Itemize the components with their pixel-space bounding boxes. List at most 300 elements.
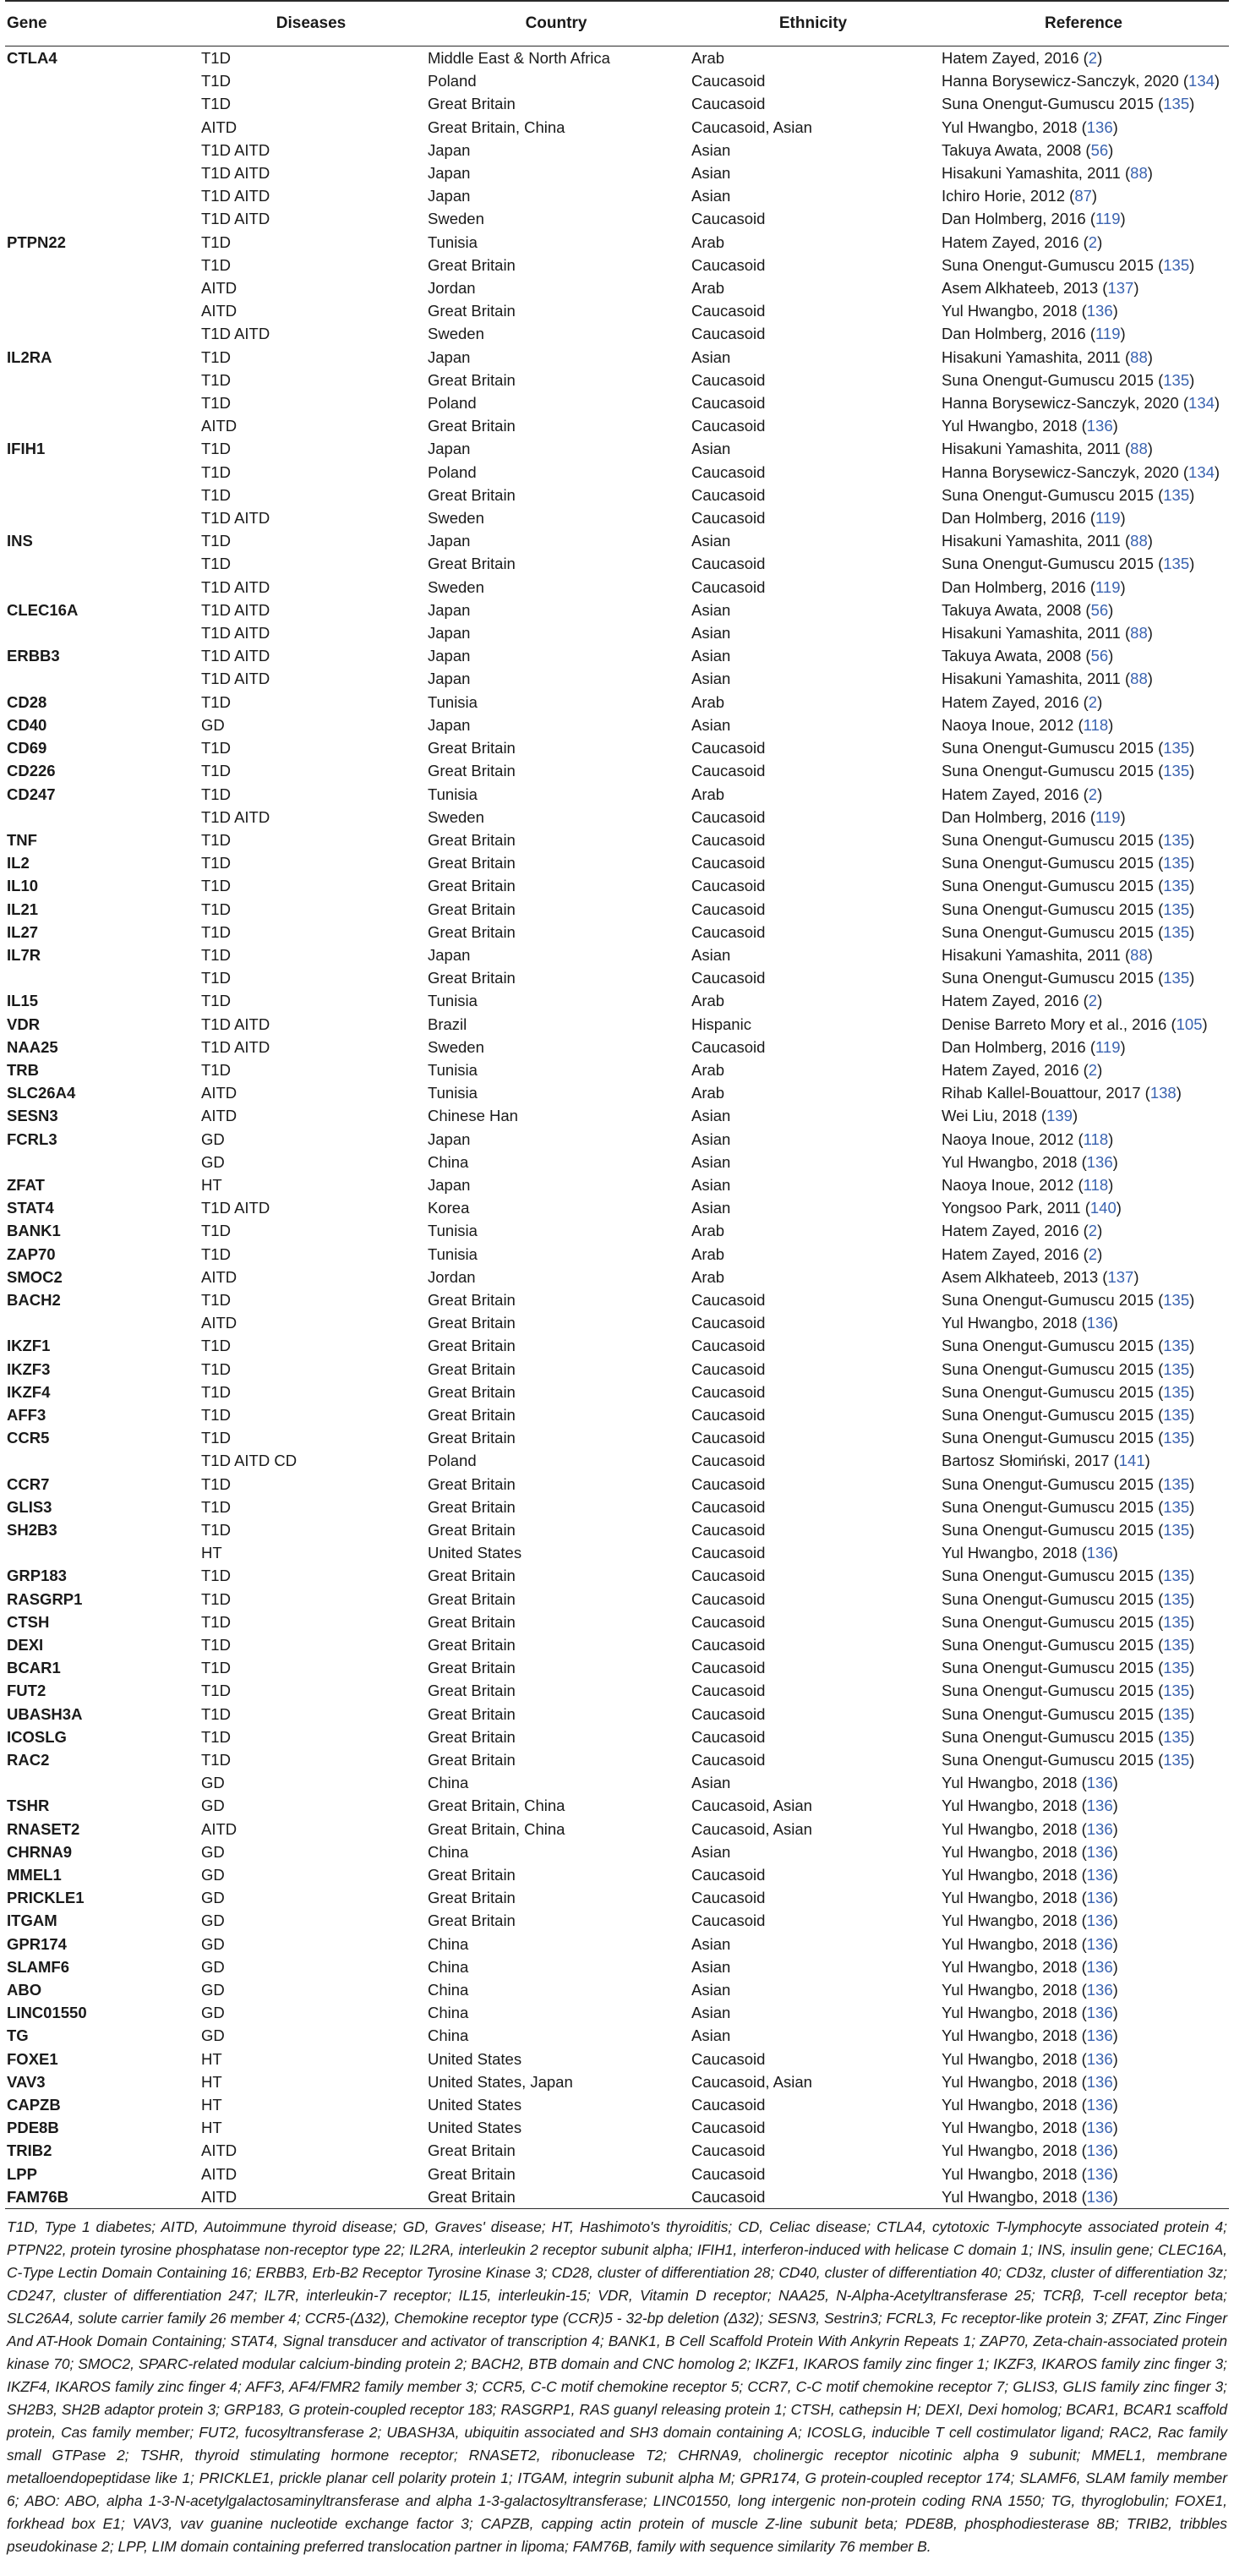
reference-author: Yul Hwangbo, 2018 ( <box>942 302 1087 320</box>
reference-close: ) <box>1097 232 1103 251</box>
disease-cell: T1D <box>201 1405 231 1424</box>
citation-link[interactable]: 136 <box>1086 2004 1113 2022</box>
disease-cell: T1D AITD <box>201 325 270 343</box>
reference-cell <box>938 1104 1229 1127</box>
disease-cell: GD <box>201 1934 225 1953</box>
country-cell: Japan <box>428 1175 471 1194</box>
reference-cell <box>938 322 1229 345</box>
citation-link[interactable]: 135 <box>1163 370 1190 389</box>
citation-link[interactable]: 135 <box>1163 1290 1190 1309</box>
table-row <box>5 1840 1229 1863</box>
country-cell: China <box>428 2026 469 2045</box>
reference-cell <box>938 1173 1229 1196</box>
citation-link[interactable]: 2 <box>1088 1060 1098 1079</box>
citation-link[interactable]: 88 <box>1130 945 1148 964</box>
ethnicity-cell: Asian <box>691 1107 731 1125</box>
citation-link[interactable]: 135 <box>1163 1751 1190 1769</box>
reference-cell <box>938 2185 1229 2209</box>
reference-cell <box>938 276 1229 299</box>
reference-close: ) <box>1112 417 1118 435</box>
reference-close: ) <box>1189 1589 1195 1608</box>
gene-cell: RASGRP1 <box>7 1589 83 1608</box>
reference-author: Suna Onengut-Gumuscu 2015 ( <box>942 1359 1164 1378</box>
ethnicity-cell: Caucasoid <box>691 922 766 941</box>
reference-close: ) <box>1112 1889 1118 1907</box>
country-cell: Japan <box>428 715 471 734</box>
country-cell: Great Britain, China <box>428 1819 565 1838</box>
reference-close: ) <box>1189 900 1195 918</box>
ethnicity-cell: Caucasoid <box>691 1497 766 1516</box>
reference-cell <box>938 1058 1229 1081</box>
table-row <box>5 46 1229 70</box>
reference-close: ) <box>1189 1474 1195 1493</box>
citation-link[interactable]: 135 <box>1163 1337 1190 1355</box>
table-row <box>5 621 1229 644</box>
disease-cell: T1D AITD <box>201 1199 270 1217</box>
gene-cell: ZFAT <box>7 1175 45 1194</box>
reference-cell <box>938 1771 1229 1794</box>
disease-cell: T1D <box>201 1589 231 1608</box>
gene-cell <box>5 667 198 690</box>
citation-link[interactable]: 136 <box>1086 1797 1113 1815</box>
country-cell: Great Britain <box>428 1314 516 1332</box>
country-cell: Tunisia <box>428 232 478 251</box>
disease-cell: T1D <box>201 922 231 941</box>
citation-link[interactable]: 118 <box>1083 715 1109 734</box>
citation-link[interactable]: 135 <box>1163 739 1190 757</box>
country-cell: United States <box>428 2119 522 2137</box>
citation-link[interactable]: 136 <box>1086 2187 1113 2206</box>
citation-link[interactable]: 119 <box>1095 509 1121 528</box>
disease-cell: T1D <box>201 785 231 803</box>
country-cell: Great Britain <box>428 1889 516 1907</box>
reference-author: Yul Hwangbo, 2018 ( <box>942 2187 1087 2206</box>
reference-author: Yul Hwangbo, 2018 ( <box>942 2049 1087 2068</box>
reference-cell <box>938 1081 1229 1104</box>
reference-cell <box>938 254 1229 276</box>
disease-cell: T1D <box>201 1497 231 1516</box>
citation-link[interactable]: 136 <box>1086 1889 1113 1907</box>
gene-cell <box>5 161 198 184</box>
reference-author: Dan Holmberg, 2016 ( <box>942 210 1096 228</box>
reference-cell <box>938 391 1229 414</box>
citation-link[interactable]: 135 <box>1163 1359 1190 1378</box>
gene-cell: IL2 <box>7 854 30 872</box>
ethnicity-cell: Asian <box>691 532 731 550</box>
reference-close: ) <box>1112 1842 1118 1861</box>
reference-cell <box>938 1036 1229 1058</box>
ethnicity-cell: Caucasoid <box>691 1290 766 1309</box>
reference-author: Takuya Awata, 2008 ( <box>942 140 1091 159</box>
citation-link[interactable]: 136 <box>1086 2072 1113 2091</box>
country-cell: Great Britain <box>428 1290 516 1309</box>
gene-cell: CTLA4 <box>7 49 57 67</box>
citation-link[interactable]: 88 <box>1130 532 1148 550</box>
reference-cell <box>938 1496 1229 1518</box>
reference-author: Wei Liu, 2018 ( <box>942 1107 1047 1125</box>
reference-close: ) <box>1097 1244 1103 1263</box>
ethnicity-cell: Caucasoid <box>691 1359 766 1378</box>
citation-link[interactable]: 136 <box>1086 2049 1113 2068</box>
table-row <box>5 1794 1229 1817</box>
citation-link[interactable]: 136 <box>1086 1544 1113 1562</box>
citation-link[interactable]: 135 <box>1163 1704 1190 1723</box>
reference-cell <box>938 1013 1229 1036</box>
reference-cell <box>938 1611 1229 1633</box>
ethnicity-cell: Asian <box>691 647 731 665</box>
reference-author: Rihab Kallel-Bouattour, 2017 ( <box>942 1084 1150 1102</box>
gene-cell: IKZF4 <box>7 1382 51 1401</box>
ethnicity-cell: Asian <box>691 1774 731 1792</box>
citation-link[interactable]: 105 <box>1176 1015 1203 1033</box>
citation-link[interactable]: 135 <box>1163 1497 1190 1516</box>
ethnicity-cell: Arab <box>691 49 725 67</box>
gene-cell <box>5 254 198 276</box>
reference-close: ) <box>1097 785 1103 803</box>
reference-close: ) <box>1189 1659 1195 1677</box>
citation-link[interactable]: 135 <box>1163 95 1190 113</box>
disease-cell: T1D <box>201 49 231 67</box>
gene-cell <box>5 1449 198 1472</box>
table-row <box>5 1679 1229 1702</box>
citation-link[interactable]: 136 <box>1086 2164 1113 2183</box>
citation-link[interactable]: 136 <box>1086 2141 1113 2160</box>
reference-close: ) <box>1097 1222 1103 1240</box>
reference-cell <box>938 1473 1229 1496</box>
citation-link[interactable]: 56 <box>1090 600 1109 619</box>
citation-link[interactable]: 135 <box>1163 255 1190 274</box>
reference-author: Denise Barreto Mory et al., 2016 ( <box>942 1015 1177 1033</box>
citation-link[interactable]: 136 <box>1086 1957 1113 1976</box>
gene-cell: CD69 <box>7 739 47 757</box>
gene-cell: GPR174 <box>7 1934 67 1953</box>
ethnicity-cell: Caucasoid <box>691 2164 766 2183</box>
citation-link[interactable]: 138 <box>1149 1084 1177 1102</box>
table-row <box>5 1334 1229 1357</box>
citation-link[interactable]: 119 <box>1095 577 1121 596</box>
citation-link[interactable]: 136 <box>1086 1314 1113 1332</box>
citation-link[interactable]: 119 <box>1095 1037 1121 1056</box>
country-cell: China <box>428 1981 469 1999</box>
reference-close: ) <box>1189 854 1195 872</box>
disease-cell: T1D <box>201 485 231 504</box>
citation-link[interactable]: 136 <box>1086 302 1113 320</box>
citation-link[interactable]: 136 <box>1086 2026 1113 2045</box>
citation-link[interactable]: 88 <box>1130 670 1148 688</box>
table-row <box>5 806 1229 829</box>
citation-link[interactable]: 136 <box>1086 1934 1113 1953</box>
citation-link[interactable]: 135 <box>1163 1429 1190 1447</box>
citation-link[interactable]: 56 <box>1090 647 1109 665</box>
citation-link[interactable]: 88 <box>1130 164 1148 183</box>
citation-link[interactable]: 118 <box>1083 1129 1109 1148</box>
reference-cell <box>938 116 1229 139</box>
disease-cell: GD <box>201 1774 225 1792</box>
header-country: Country <box>424 1 688 46</box>
gene-cell <box>5 621 198 644</box>
ethnicity-cell: Caucasoid <box>691 830 766 849</box>
reference-author: Yul Hwangbo, 2018 ( <box>942 417 1087 435</box>
reference-cell <box>938 1794 1229 1817</box>
citation-link[interactable]: 136 <box>1086 118 1113 136</box>
citation-link[interactable]: 135 <box>1163 485 1190 504</box>
table-row <box>5 736 1229 759</box>
disease-cell: HT <box>201 1175 222 1194</box>
citation-link[interactable]: 2 <box>1088 785 1098 803</box>
citation-link[interactable]: 139 <box>1046 1107 1073 1125</box>
gene-cell: GRP183 <box>7 1567 67 1585</box>
citation-link[interactable]: 141 <box>1118 1452 1145 1470</box>
table-header <box>5 1 1229 46</box>
reference-close: ) <box>1116 1199 1122 1217</box>
disease-cell: AITD <box>201 417 238 435</box>
citation-link[interactable]: 135 <box>1163 969 1190 987</box>
citation-link[interactable]: 136 <box>1086 417 1113 435</box>
ethnicity-cell: Caucasoid <box>691 900 766 918</box>
citation-link[interactable]: 2 <box>1088 1244 1098 1263</box>
disease-cell: T1D <box>201 555 231 573</box>
country-cell: Great Britain <box>428 830 516 849</box>
gene-cell: IL7R <box>7 945 41 964</box>
citation-link[interactable]: 135 <box>1163 900 1190 918</box>
citation-link[interactable]: 136 <box>1086 1152 1113 1171</box>
table-row <box>5 1633 1229 1656</box>
disease-cell: T1D <box>201 945 231 964</box>
reference-close: ) <box>1120 325 1126 343</box>
reference-close: ) <box>1214 72 1220 90</box>
table-row <box>5 276 1229 299</box>
citation-link[interactable]: 88 <box>1130 440 1148 458</box>
reference-author: Yul Hwangbo, 2018 ( <box>942 1314 1087 1332</box>
citation-link[interactable]: 118 <box>1083 1175 1109 1194</box>
disease-cell: GD <box>201 1129 225 1148</box>
citation-link[interactable]: 134 <box>1188 462 1215 481</box>
reference-author: Hanna Borysewicz-Sanczyk, 2020 ( <box>942 462 1189 481</box>
reference-author: Suna Onengut-Gumuscu 2015 ( <box>942 1727 1164 1746</box>
country-cell: Great Britain <box>428 555 516 573</box>
table-row <box>5 1588 1229 1611</box>
ethnicity-cell: Caucasoid <box>691 1567 766 1585</box>
country-cell: Sweden <box>428 807 484 826</box>
reference-close: ) <box>1120 807 1126 826</box>
gene-cell <box>5 461 198 484</box>
reference-author: Suna Onengut-Gumuscu 2015 ( <box>942 900 1164 918</box>
reference-author: Yul Hwangbo, 2018 ( <box>942 1889 1087 1907</box>
reference-cell <box>938 1748 1229 1771</box>
gene-cell: GLIS3 <box>7 1497 52 1516</box>
reference-close: ) <box>1097 49 1103 67</box>
table-row <box>5 207 1229 230</box>
ethnicity-cell: Caucasoid <box>691 1636 766 1654</box>
disease-cell: T1D <box>201 739 231 757</box>
country-cell: Tunisia <box>428 1084 478 1102</box>
citation-link[interactable]: 136 <box>1086 1774 1113 1792</box>
citation-link[interactable]: 56 <box>1090 140 1109 159</box>
gene-cell: ABO <box>7 1981 42 1999</box>
reference-close: ) <box>1108 1175 1114 1194</box>
ethnicity-cell: Asian <box>691 1934 731 1953</box>
citation-link[interactable]: 135 <box>1163 830 1190 849</box>
citation-link[interactable]: 2 <box>1088 1222 1098 1240</box>
reference-close: ) <box>1147 164 1153 183</box>
citation-link[interactable]: 87 <box>1074 187 1092 205</box>
citation-link[interactable]: 2 <box>1088 232 1098 251</box>
disease-cell: T1D <box>201 1290 231 1309</box>
table-row <box>5 644 1229 667</box>
citation-link[interactable]: 135 <box>1163 854 1190 872</box>
reference-cell <box>938 599 1229 621</box>
citation-link[interactable]: 136 <box>1086 2096 1113 2114</box>
disease-cell: T1D <box>201 762 231 780</box>
citation-link[interactable]: 135 <box>1163 1636 1190 1654</box>
citation-link[interactable]: 135 <box>1163 762 1190 780</box>
citation-link[interactable]: 135 <box>1163 1474 1190 1493</box>
reference-close: ) <box>1091 187 1098 205</box>
disease-cell: T1D AITD <box>201 1015 270 1033</box>
ethnicity-cell: Caucasoid <box>691 1521 766 1539</box>
citation-link[interactable]: 137 <box>1107 279 1134 298</box>
disease-cell: T1D <box>201 462 231 481</box>
country-cell: Tunisia <box>428 1222 478 1240</box>
citation-link[interactable]: 135 <box>1163 1521 1190 1539</box>
reference-cell <box>938 1726 1229 1748</box>
gene-cell: LPP <box>7 2164 37 2183</box>
reference-close: ) <box>1097 992 1103 1010</box>
citation-link[interactable]: 88 <box>1130 624 1148 643</box>
ethnicity-cell: Arab <box>691 1244 725 1263</box>
citation-link[interactable]: 135 <box>1163 1682 1190 1700</box>
table-row <box>5 1541 1229 1564</box>
table-row <box>5 599 1229 621</box>
ethnicity-cell: Arab <box>691 279 725 298</box>
reference-cell <box>938 1151 1229 1173</box>
citation-link[interactable]: 88 <box>1130 347 1148 366</box>
citation-link[interactable]: 136 <box>1086 1866 1113 1884</box>
citation-link[interactable]: 119 <box>1095 807 1121 826</box>
citation-link[interactable]: 137 <box>1107 1267 1134 1286</box>
reference-author: Dan Holmberg, 2016 ( <box>942 1037 1096 1056</box>
reference-cell <box>938 1196 1229 1219</box>
disease-cell: T1D AITD <box>201 187 270 205</box>
reference-cell <box>938 576 1229 599</box>
table-row <box>5 1311 1229 1334</box>
citation-link[interactable]: 135 <box>1163 1659 1190 1677</box>
ethnicity-cell: Caucasoid <box>691 1405 766 1424</box>
reference-close: ) <box>1112 1911 1118 1930</box>
citation-link[interactable]: 140 <box>1089 1199 1117 1217</box>
country-cell: Great Britain <box>424 2185 688 2209</box>
reference-author: Suna Onengut-Gumuscu 2015 ( <box>942 1751 1164 1769</box>
reference-author: Yul Hwangbo, 2018 ( <box>942 1842 1087 1861</box>
gene-cell: SH2B3 <box>7 1521 57 1539</box>
gene-cell: IL21 <box>7 900 39 918</box>
citation-link[interactable]: 119 <box>1095 210 1121 228</box>
citation-link[interactable]: 135 <box>1163 1612 1190 1631</box>
header-row <box>5 1 1229 46</box>
country-cell: United States <box>428 1544 522 1562</box>
reference-cell <box>938 1933 1229 1955</box>
citation-link[interactable]: 135 <box>1163 1727 1190 1746</box>
table-row <box>5 1288 1229 1311</box>
country-cell: Sweden <box>428 577 484 596</box>
country-cell: Japan <box>428 670 471 688</box>
gene-cell: IKZF3 <box>7 1359 51 1378</box>
citation-link[interactable]: 119 <box>1095 325 1121 343</box>
gene-cell <box>5 966 198 989</box>
citation-link[interactable]: 135 <box>1163 922 1190 941</box>
ethnicity-cell: Asian <box>691 1199 731 1217</box>
reference-cell <box>938 1266 1229 1288</box>
reference-cell <box>938 69 1229 92</box>
ethnicity-cell: Asian <box>691 624 731 643</box>
reference-cell <box>938 691 1229 714</box>
citation-link[interactable]: 136 <box>1086 1911 1113 1930</box>
reference-author: Suna Onengut-Gumuscu 2015 ( <box>942 854 1164 872</box>
reference-close: ) <box>1112 1544 1118 1562</box>
citation-link[interactable]: 135 <box>1163 877 1190 895</box>
country-cell: Chinese Han <box>428 1107 518 1125</box>
ethnicity-cell: Caucasoid <box>691 1911 766 1930</box>
disease-cell: T1D AITD <box>201 1037 270 1056</box>
country-cell: Great Britain <box>428 1911 516 1930</box>
reference-author: Hanna Borysewicz-Sanczyk, 2020 ( <box>942 72 1189 90</box>
citation-link[interactable]: 136 <box>1086 1981 1113 1999</box>
reference-cell <box>938 1863 1229 1886</box>
citation-link[interactable]: 136 <box>1086 1842 1113 1861</box>
gene-cell: IKZF1 <box>7 1337 51 1355</box>
citation-link[interactable]: 135 <box>1163 1567 1190 1585</box>
gene-cell <box>5 414 198 437</box>
country-cell: Great Britain <box>428 2141 516 2160</box>
citation-link[interactable]: 2 <box>1088 49 1098 67</box>
citation-link[interactable]: 134 <box>1188 394 1215 413</box>
table-row <box>5 1219 1229 1242</box>
citation-link[interactable]: 135 <box>1163 1589 1190 1608</box>
country-cell: Great Britain <box>428 417 516 435</box>
citation-link[interactable]: 134 <box>1188 72 1215 90</box>
citation-link[interactable]: 2 <box>1088 692 1098 711</box>
table-row <box>5 989 1229 1012</box>
citation-link[interactable]: 135 <box>1163 555 1190 573</box>
reference-author: Suna Onengut-Gumuscu 2015 ( <box>942 1682 1164 1700</box>
reference-author: Suna Onengut-Gumuscu 2015 ( <box>942 1659 1164 1677</box>
citation-link[interactable]: 2 <box>1088 992 1098 1010</box>
gene-cell: IL10 <box>7 877 39 895</box>
disease-cell: HT <box>201 2049 222 2068</box>
table-row <box>5 1909 1229 1932</box>
disease-cell: AITD <box>201 1107 238 1125</box>
gene-cell <box>5 484 198 506</box>
country-cell: Middle East & North Africa <box>428 49 610 67</box>
reference-author: Ichiro Horie, 2012 ( <box>942 187 1075 205</box>
reference-close: ) <box>1112 1797 1118 1815</box>
gene-cell: SLC26A4 <box>7 1084 76 1102</box>
country-cell: Great Britain <box>428 255 516 274</box>
reference-cell <box>938 1818 1229 1840</box>
ethnicity-cell: Asian <box>691 2004 731 2022</box>
ethnicity-cell: Arab <box>691 1084 725 1102</box>
disease-cell: AITD <box>201 2141 238 2160</box>
citation-link[interactable]: 135 <box>1163 1405 1190 1424</box>
reference-cell <box>938 1449 1229 1472</box>
citation-link[interactable]: 136 <box>1086 2119 1113 2137</box>
disease-cell: AITD <box>201 1084 238 1102</box>
reference-close: ) <box>1189 1405 1195 1424</box>
citation-link[interactable]: 135 <box>1163 1382 1190 1401</box>
citation-link[interactable]: 136 <box>1086 1819 1113 1838</box>
reference-author: Yul Hwangbo, 2018 ( <box>942 1866 1087 1884</box>
gene-cell: UBASH3A <box>7 1704 83 1723</box>
